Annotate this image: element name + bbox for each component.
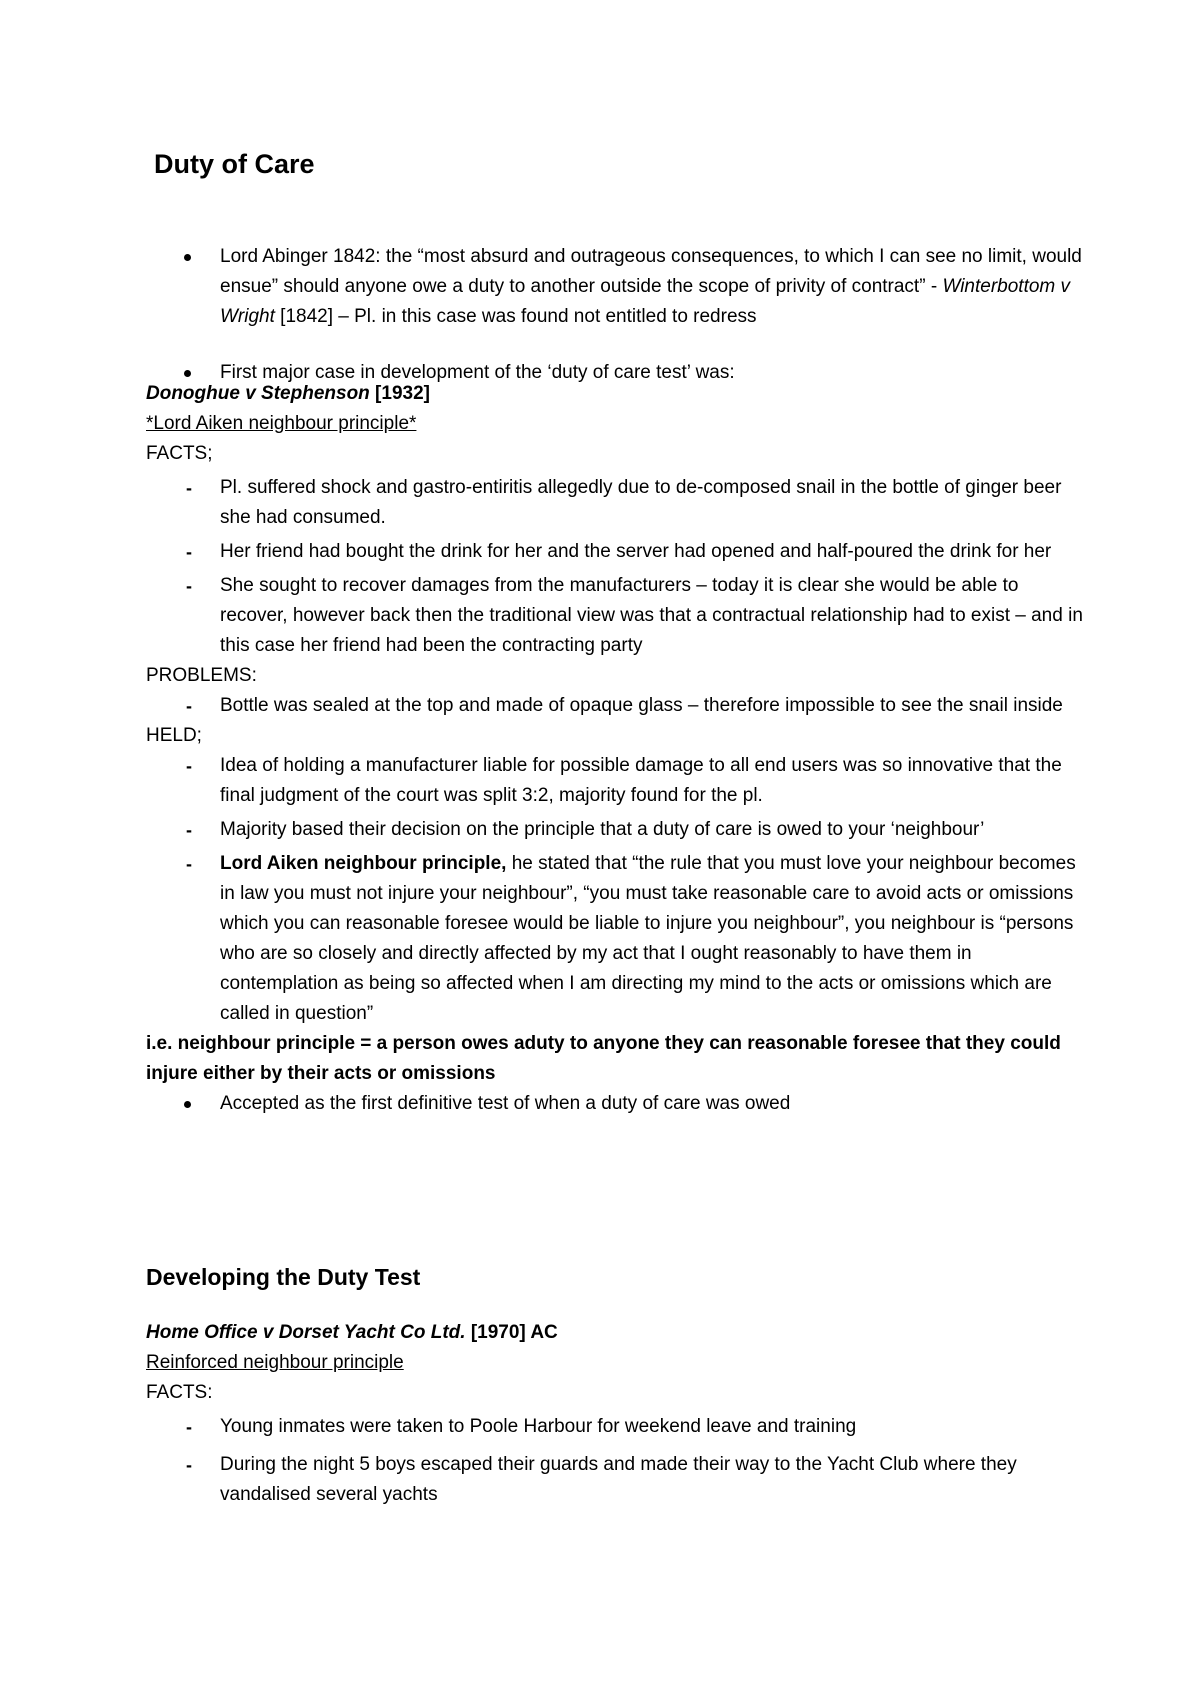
problem-text: Bottle was sealed at the top and made of opaque glass – therefore impossible to see the snail inside (220, 695, 1063, 716)
intro-text: Lord Abinger 1842: the “most absurd and outrageous consequences, to which I can see no limit, would ensue” should anyone owe a duty to another outside the scope of privity of contract” - (220, 246, 1082, 297)
list-item (146, 751, 1086, 811)
bullet-item (146, 242, 1086, 332)
bullet-icon (184, 254, 191, 261)
list-item (146, 537, 1086, 567)
intro-section (146, 242, 1086, 388)
held-text: Idea of holding a manufacturer liable for possible damage to all end users was so innovative that the final judgment of the court was split 3:2, majority found for the pl. (220, 755, 1062, 806)
page-title: Duty of Care (154, 149, 315, 179)
fact-text: Her friend had bought the drink for her and the server had opened and half-poured the drink for her (220, 541, 1052, 562)
dash-icon: - (186, 854, 192, 874)
intro-text: First major case in development of the ‘duty of care test’ was: (220, 362, 735, 383)
list-item (146, 473, 1086, 533)
intro-text: [1842] – Pl. in this case was found not entitled to redress (274, 306, 757, 327)
case-citation: Winterbottom v Wright (220, 276, 1071, 327)
fact-text: Young inmates were taken to Poole Harbour for weekend leave and training (220, 1416, 857, 1437)
case-heading (146, 1318, 1086, 1348)
dash-icon: - (186, 820, 192, 840)
facts-label: FACTS; (146, 443, 213, 464)
held-bold-text: Lord Aiken neighbour principle, (220, 853, 507, 874)
problems-label: PROBLEMS: (146, 665, 257, 686)
list-item (146, 691, 1086, 721)
case-year: [1932] (369, 383, 430, 404)
accepted-text: Accepted as the first definitive test of when a duty of care was owed (220, 1093, 791, 1114)
list-item (146, 1412, 1086, 1442)
dash-icon: - (186, 576, 192, 596)
fact-text: Pl. suffered shock and gastro-entiritis allegedly due to de-composed snail in the bottle of ginger beer she had consumed. (220, 477, 1062, 528)
fact-text: During the night 5 boys escaped their guards and made their way to the Yacht Club where they vandalised several yachts (220, 1454, 1017, 1505)
dash-icon: - (186, 542, 192, 562)
list-item (146, 815, 1086, 845)
dash-icon: - (186, 696, 192, 716)
dash-icon: - (186, 1417, 192, 1437)
held-text: he stated that “the rule that you must love your neighbour becomes in law you must not injure your neighbour”, “you must take reasonable care to avoid acts or omissions which you can reasonable foresee would be liable to injure you neighbour”, you neighbour is “persons who are so closely and directly affected by my act that I ought reasonably to have them in contemplation as being so affected when I am directing my mind to the acts or omissions which are called in question” (220, 853, 1076, 1024)
case-principle: *Lord Aiken neighbour principle* (146, 413, 417, 434)
held-label: HELD; (146, 725, 202, 746)
section-heading: Developing the Duty Test (146, 1264, 421, 1290)
summary-text: i.e. neighbour principle = a person owes aduty to anyone they can reasonable foresee that they could injure either by their acts or omissions (146, 1033, 1061, 1084)
facts-label: FACTS: (146, 1382, 213, 1403)
list-item (146, 571, 1086, 661)
bullet-icon (184, 370, 191, 377)
developing-section (146, 1262, 1086, 1510)
list-item (146, 1450, 1086, 1510)
case-heading (146, 379, 1086, 409)
case-name: Donoghue v Stephenson (146, 383, 370, 404)
bullet-item (146, 1089, 1086, 1119)
fact-text: She sought to recover damages from the manufacturers – today it is clear she would be able to recover, however back then the traditional view was that a contractual relationship had to exist – and in this case her friend had been the contracting party (220, 575, 1083, 656)
dash-icon: - (186, 478, 192, 498)
case-name: Home Office v Dorset Yacht Co Ltd. (146, 1322, 466, 1343)
bullet-icon (184, 1101, 191, 1108)
list-item (146, 849, 1086, 1029)
donoghue-section (146, 379, 1086, 1119)
case-principle: Reinforced neighbour principle (146, 1352, 404, 1373)
case-year: [1970] AC (465, 1322, 558, 1343)
held-text: Majority based their decision on the principle that a duty of care is owed to your ‘neighbour’ (220, 819, 985, 840)
dash-icon: - (186, 756, 192, 776)
dash-icon: - (186, 1455, 192, 1475)
